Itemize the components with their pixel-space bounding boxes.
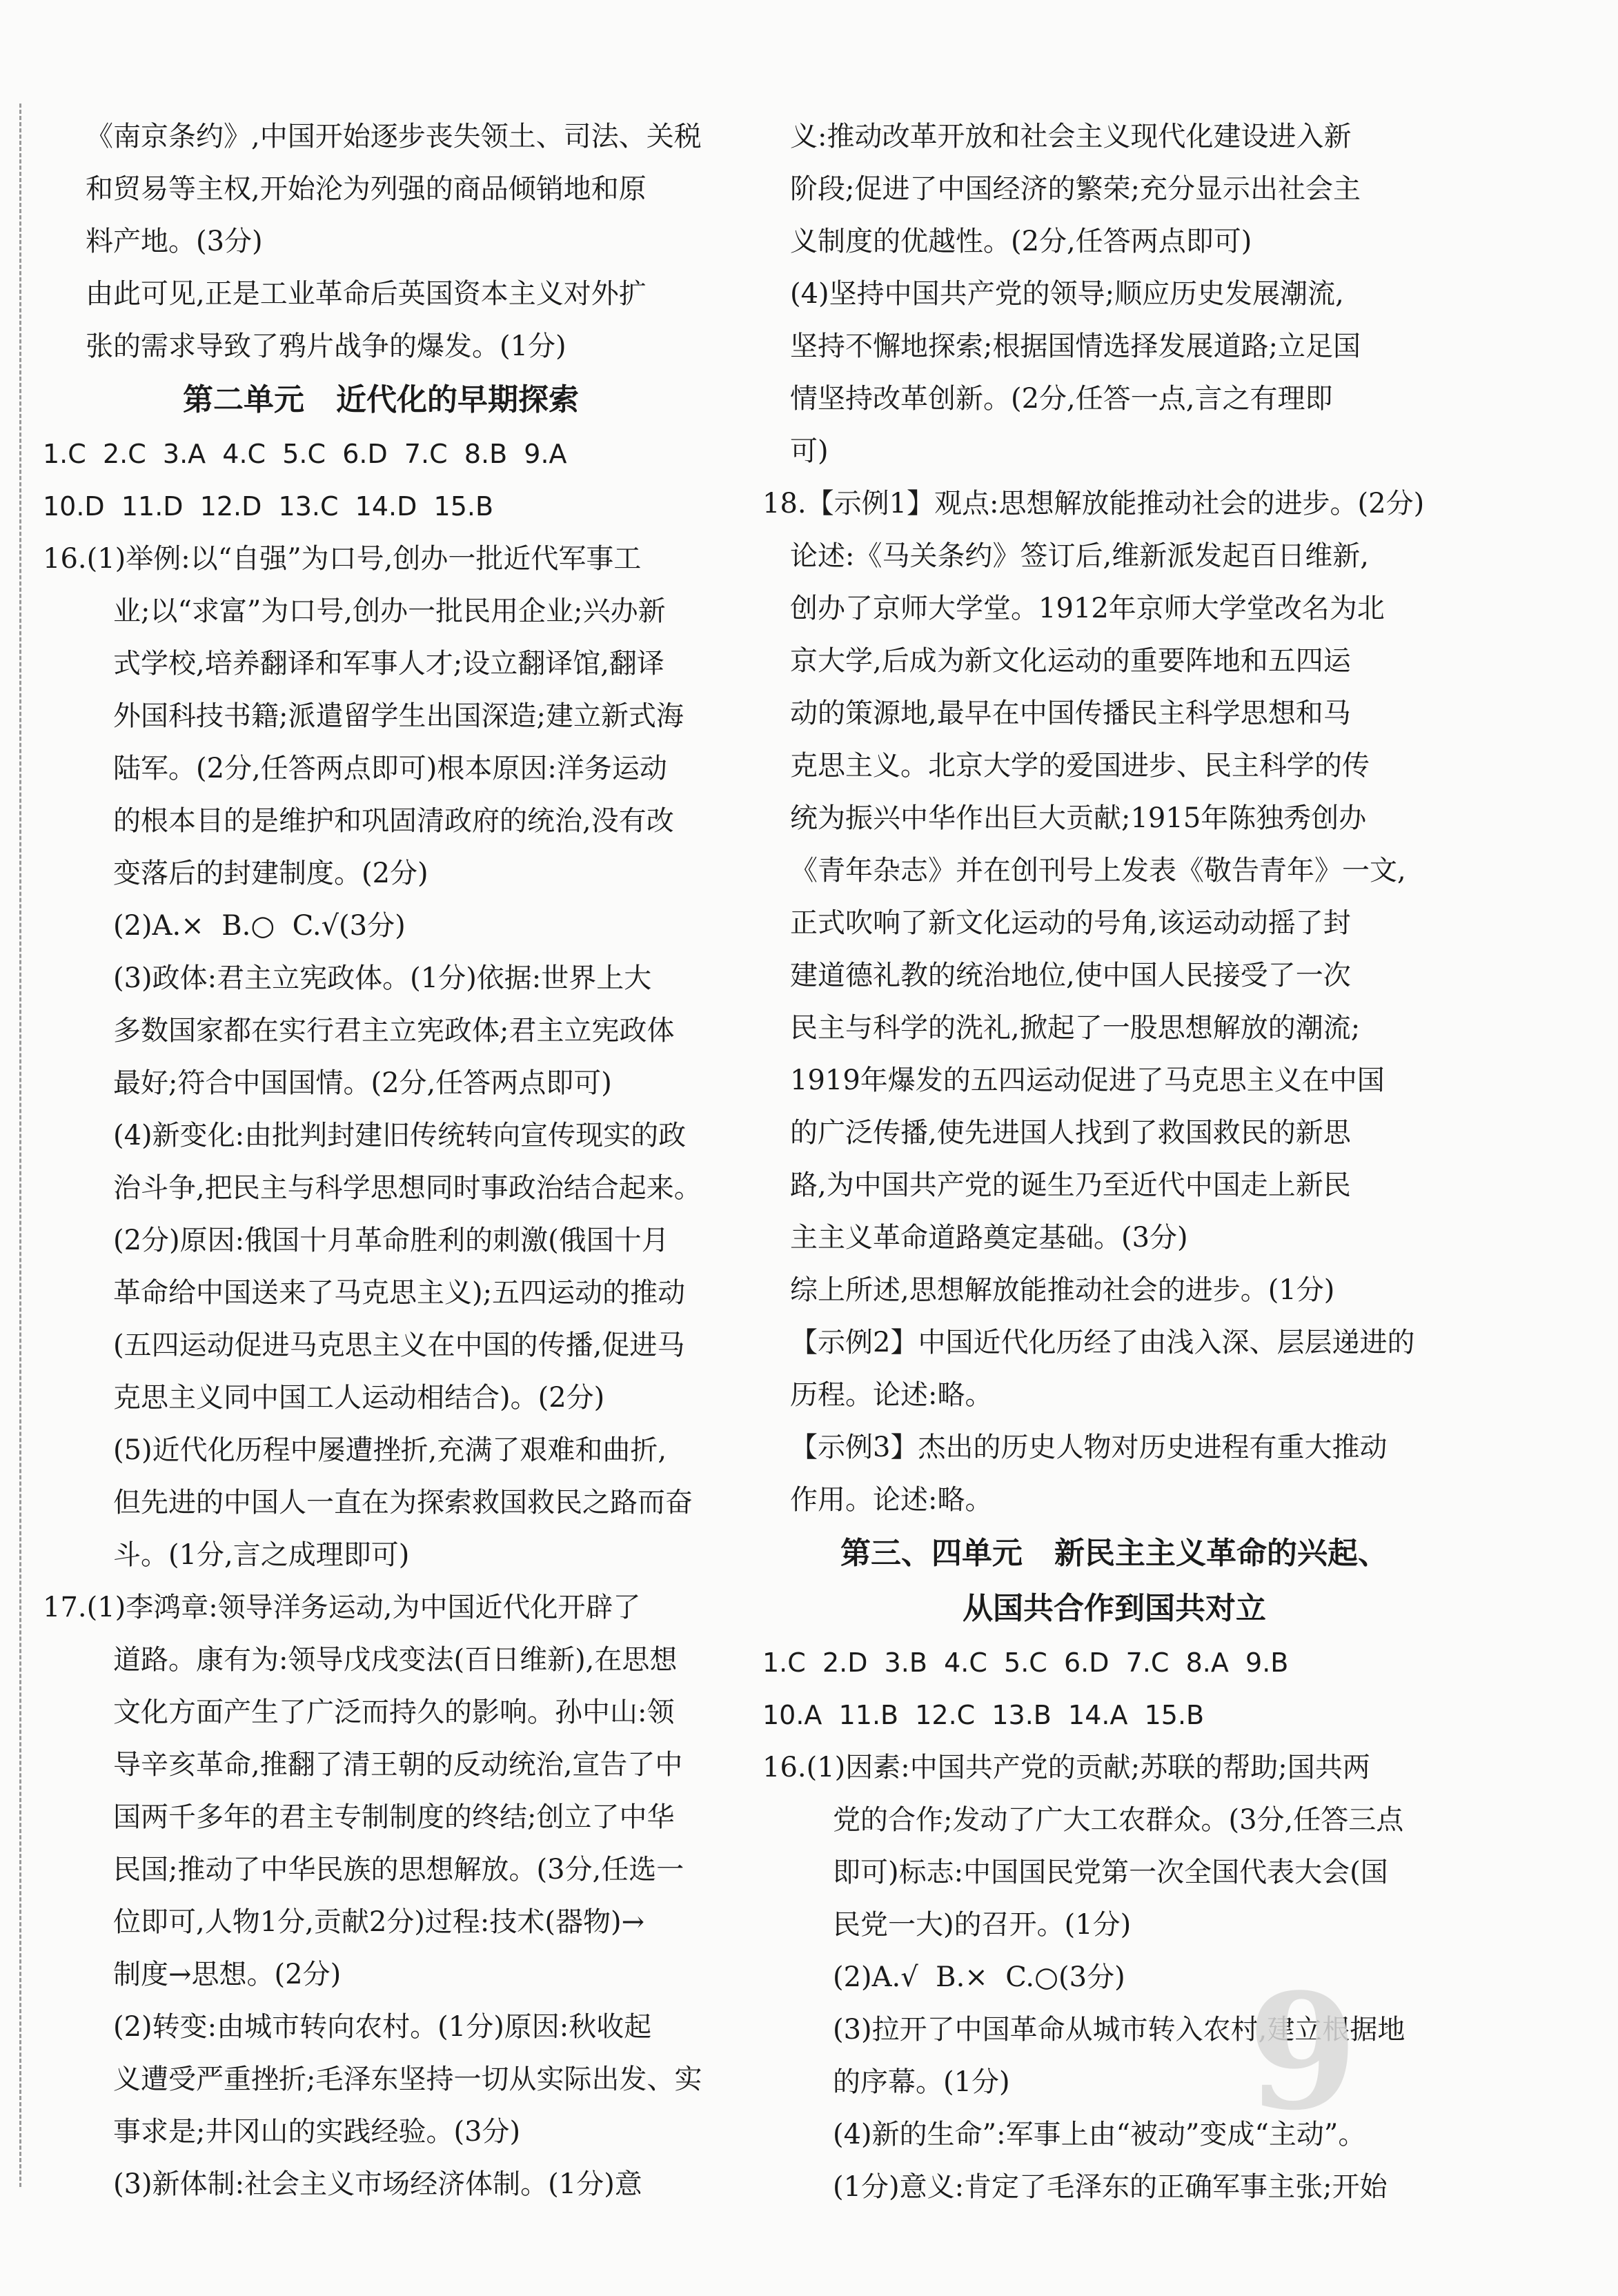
text-line: 义:推动改革开放和社会主义现代化建设进入新 xyxy=(790,121,1352,152)
q18-line: 作用。论述:略。 xyxy=(790,1484,993,1516)
q16b-line: 16.(1)因素:中国共产党的贡献;苏联的帮助;国共两 xyxy=(762,1752,1370,1783)
q17-line: 国两千多年的君主专制制度的终结;创立了中华 xyxy=(113,1801,675,1833)
q17-line: 义遭受严重挫折;毛泽东坚持一切从实际出发、实 xyxy=(113,2064,702,2095)
q16b-line: 民党一大)的召开。(1分) xyxy=(833,1909,1132,1941)
column-separator xyxy=(19,103,21,2187)
text-line: 料产地。(3分) xyxy=(86,226,263,257)
q17-line: (2)转变:由城市转向农村。(1分)原因:秋收起 xyxy=(113,2011,652,2043)
left-column xyxy=(43,110,719,2210)
q16-line: 革命给中国送来了马克思主义);五四运动的推动 xyxy=(113,1277,686,1309)
q18-line: 《青年杂志》并在创刊号上发表《敬告青年》一文, xyxy=(790,855,1406,887)
q16-line: 的根本目的是维护和巩固清政府的统治,没有改 xyxy=(113,805,674,837)
q16-line: 变落后的封建制度。(2分) xyxy=(113,858,428,889)
q17-line: 民国;推动了中华民族的思想解放。(3分,任选一 xyxy=(113,1854,684,1886)
text-line: 和贸易等主权,开始沦为列强的商品倾销地和原 xyxy=(86,173,647,205)
unit34-title-1: 第三、四单元 新民主主义革命的兴起、 xyxy=(840,1536,1388,1571)
q18-line: 【示例2】中国近代化历经了由浅入深、层层递进的 xyxy=(790,1327,1415,1358)
q16-line: 多数国家都在实行君主立宪政体;君主立宪政体 xyxy=(113,1015,675,1047)
q18-line: 论述:《马关条约》签订后,维新派发起百日维新, xyxy=(790,540,1369,572)
q18-line: 的广泛传播,使先进国人找到了救国救民的新思 xyxy=(790,1117,1351,1149)
q18-line: 综上所述,思想解放能推动社会的进步。(1分) xyxy=(790,1274,1335,1306)
q16-line: 治斗争,把民主与科学思想同时事政治结合起来。 xyxy=(113,1172,702,1204)
q17-line: 制度→思想。(2分) xyxy=(113,1959,342,1990)
q17-line: 文化方面产生了广泛而持久的影响。孙中山:领 xyxy=(113,1696,675,1728)
q16-line: 最好;符合中国国情。(2分,任答两点即可) xyxy=(113,1067,612,1099)
q18-line: 主主义革命道路奠定基础。(3分) xyxy=(790,1222,1188,1254)
text-line: (4)坚持中国共产党的领导;顺应历史发展潮流, xyxy=(790,278,1344,310)
q16b-line: (3)拉开了中国革命从城市转入农村,建立根据地 xyxy=(833,2014,1405,2046)
q16-line: 外国科技书籍;派遣留学生出国深造;建立新式海 xyxy=(113,700,684,732)
q18-line: 京大学,后成为新文化运动的重要阵地和五四运 xyxy=(790,645,1351,677)
unit2-title: 第二单元 近代化的早期探索 xyxy=(183,382,579,417)
q17-line: 17.(1)李鸿章:领导洋务运动,为中国近代化开辟了 xyxy=(43,1592,641,1623)
q18-line: 1919年爆发的五四运动促进了马克思主义在中国 xyxy=(790,1065,1385,1096)
q18-line: 18.【示例1】观点:思想解放能推动社会的进步。(2分) xyxy=(762,488,1425,519)
text-line: 由此可见,正是工业革命后英国资本主义对外扩 xyxy=(86,278,647,310)
q16-line: (5)近代化历程中屡遭挫折,充满了艰难和曲折, xyxy=(113,1434,667,1466)
q16b-line: (2)A.√ B.× C.○(3分) xyxy=(833,1961,1125,1993)
q16-line: 陆军。(2分,任答两点即可)根本原因:洋务运动 xyxy=(113,753,667,784)
unit34-answers-line: 10.A 11.B 12.C 13.B 14.A 15.B xyxy=(762,1700,1205,1730)
q16b-line: (4)新的生命”:军事上由“被动”变成“主动”。 xyxy=(833,2119,1366,2150)
q18-line: 创办了京师大学堂。1912年京师大学堂改名为北 xyxy=(790,593,1385,624)
q18-line: 正式吹响了新文化运动的号角,该运动动摇了封 xyxy=(790,907,1351,939)
unit2-answers-line: 1.C 2.C 3.A 4.C 5.C 6.D 7.C 8.B 9.A xyxy=(43,439,567,469)
q16-line: 16.(1)举例:以“自强”为口号,创办一批近代军事工 xyxy=(43,543,642,575)
q17-line: 事求是;井冈山的实践经验。(3分) xyxy=(113,2116,521,2148)
q17-line: (3)新体制:社会主义市场经济体制。(1分)意 xyxy=(113,2168,642,2200)
text-line: 坚持不懈地探索;根据国情选择发展道路;立足国 xyxy=(790,330,1361,362)
q16-line: (五四运动促进马克思主义在中国的传播,促进马 xyxy=(113,1329,685,1361)
q16b-line: (1分)意义:肯定了毛泽东的正确军事主张;开始 xyxy=(833,2171,1388,2203)
text-line: 情坚持改革创新。(2分,任答一点,言之有理即 xyxy=(790,383,1333,415)
q16b-line: 党的合作;发动了广大工农群众。(3分,任答三点 xyxy=(833,1804,1404,1836)
page-number: 9 xyxy=(1247,1959,1359,2146)
q16-line: 但先进的中国人一直在为探索救国救民之路而奋 xyxy=(113,1487,693,1518)
q16b-line: 的序幕。(1分) xyxy=(833,2066,1010,2098)
unit2-answers-line: 10.D 11.D 12.D 13.C 14.D 15.B xyxy=(43,491,494,522)
text-line: 《南京条约》,中国开始逐步丧失领土、司法、关税 xyxy=(86,121,702,152)
q18-line: 动的策源地,最早在中国传播民主科学思想和马 xyxy=(790,697,1351,729)
q18-line: 克思主义。北京大学的爱国进步、民主科学的传 xyxy=(790,750,1370,782)
q16b-line: 即可)标志:中国国民党第一次全国代表大会(国 xyxy=(833,1857,1388,1888)
text-line: 可) xyxy=(790,435,829,467)
q18-line: 民主与科学的洗礼,掀起了一股思想解放的潮流; xyxy=(790,1012,1361,1044)
q16-line: 斗。(1分,言之成理即可) xyxy=(113,1539,410,1571)
q17-line: 导辛亥革命,推翻了清王朝的反动统治,宣告了中 xyxy=(113,1749,683,1781)
right-column xyxy=(762,110,1466,2213)
q17-line: 道路。康有为:领导戊戌变法(百日维新),在思想 xyxy=(113,1644,678,1676)
q18-line: 历程。论述:略。 xyxy=(790,1379,993,1411)
q16-line: (2分)原因:俄国十月革命胜利的刺激(俄国十月 xyxy=(113,1225,669,1256)
q16-line: 克思主义同中国工人运动相结合)。(2分) xyxy=(113,1382,605,1414)
q17-line: 位即可,人物1分,贡献2分)过程:技术(器物)→ xyxy=(113,1906,645,1938)
q16-line: (2)A.× B.○ C.√(3分) xyxy=(113,910,406,942)
unit34-title-2: 从国共合作到国共对立 xyxy=(963,1591,1266,1626)
q16-line: (3)政体:君主立宪政体。(1分)依据:世界上大 xyxy=(113,962,652,994)
text-line: 张的需求导致了鸦片战争的爆发。(1分) xyxy=(86,330,566,362)
q16-line: (4)新变化:由批判封建旧传统转向宣传现实的政 xyxy=(113,1120,687,1151)
q18-line: 路,为中国共产党的诞生乃至近代中国走上新民 xyxy=(790,1169,1351,1201)
q18-line: 统为振兴中华作出巨大贡献;1915年陈独秀创办 xyxy=(790,802,1367,834)
q18-line: 【示例3】杰出的历史人物对历史进程有重大推动 xyxy=(790,1432,1388,1463)
q16-line: 业;以“求富”为口号,创办一批民用企业;兴办新 xyxy=(113,595,666,627)
q18-line: 建道德礼教的统治地位,使中国人民接受了一次 xyxy=(790,960,1351,991)
q16-line: 式学校,培养翻译和军事人才;设立翻译馆,翻译 xyxy=(113,648,664,680)
text-line: 阶段;促进了中国经济的繁荣;充分显示出社会主 xyxy=(790,173,1361,205)
unit34-answers-line: 1.C 2.D 3.B 4.C 5.C 6.D 7.C 8.A 9.B xyxy=(762,1647,1289,1678)
text-line: 义制度的优越性。(2分,任答两点即可) xyxy=(790,226,1252,257)
